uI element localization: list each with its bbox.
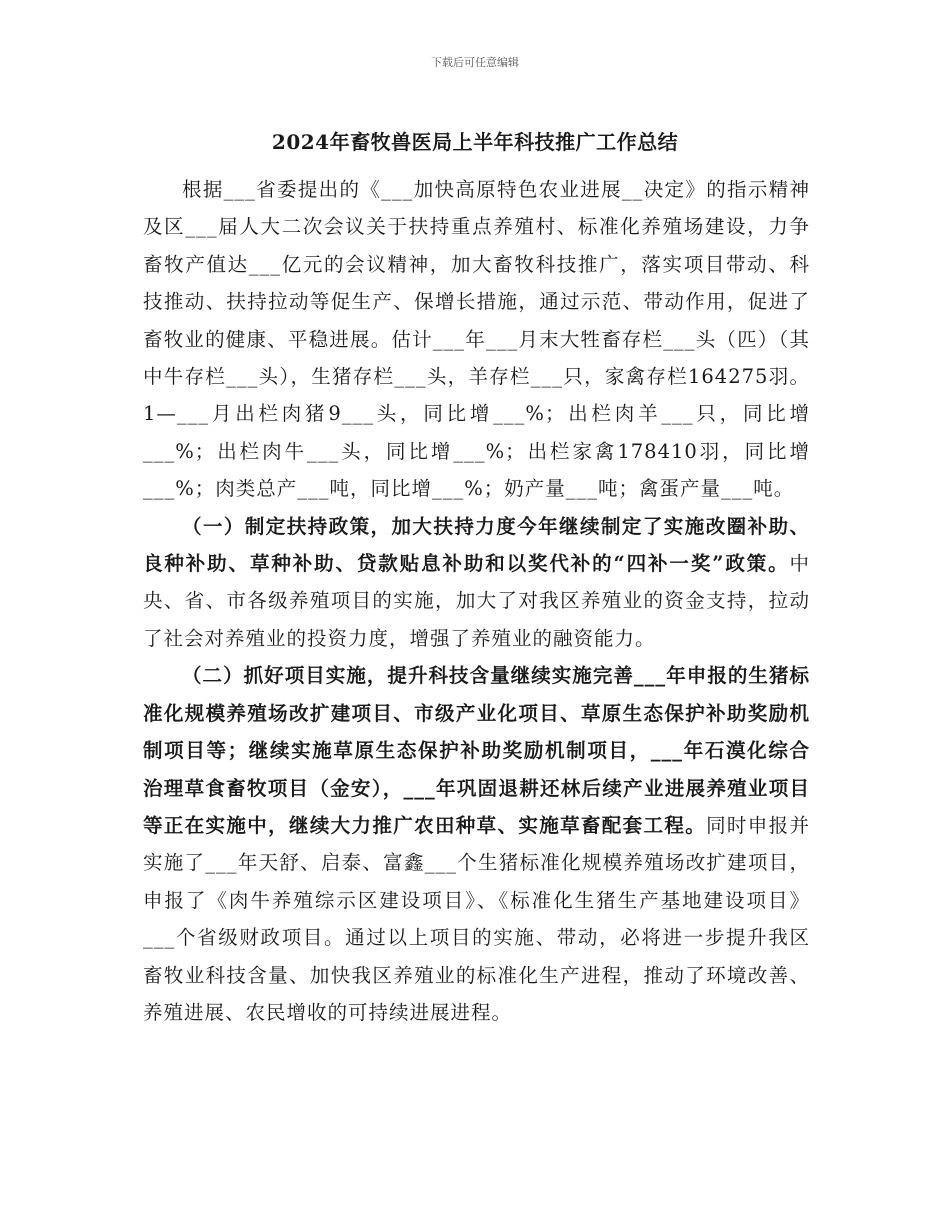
paragraph-text: 同时申报并实施了___年天舒、启泰、富鑫___个生猪标准化规模养殖场改扩建项目，申报了《肉牛养殖综示区建设项目》、《标准化生猪生产基地建设项目》___个省级财政项目。通过以上项目的实施、带动，必将进一步提升我区畜牧业科技含量、加快我区养殖业的标准化生产进程，推动了环境改善、养殖进展、农民增收的可持续进展进程。 [143, 813, 810, 1024]
paragraph-text: 中央、省、市各级养殖项目的实施，加大了对我区养殖业的资金支持，拉动了社会对养殖业的投资力度，增强了养殖业的融资能力。 [143, 552, 810, 650]
paragraph-text: 根据___省委提出的《___加快高原特色农业进展__决定》的指示精神及区___届人大二次会议关于扶持重点养殖村、标准化养殖场建设，力争畜牧产值达___亿元的会议精神，加大畜牧科技推广，落实项目带动、科技推动、扶持拉动等促生产、保增长措施，通过示范、带动作用，促进了畜牧业的健康、平稳进展。估计___年___月末大牲畜存栏___头（匹）（其中牛存栏___头），生猪存栏___头，羊存栏___只，家禽存栏164275羽。1—___月出栏肉猪9___头，同比增___%；出栏肉羊___只，同比增___%；出栏肉牛___头，同比增___%；出栏家禽178410羽，同比增___%；肉类总产___吨，同比增___%；奶产量___吨；禽蛋产量___吨。 [143, 178, 810, 501]
document-body [143, 171, 810, 1031]
paragraph-heading: （一）制定扶持政策，加大扶持力度今年继续制定了实施改圈补助、良种补助、草种补助、贷款贴息补助和以奖代补的“四补一奖”政策。 [143, 514, 810, 576]
paragraph-heading: （二）抓好项目实施，提升科技含量继续实施完善___年申报的生猪标准化规模养殖场改扩建项目、市级产业化项目、草原生态保护补助奖励机制项目等；继续实施草原生态保护补助奖励机制项目，___年石漠化综合治理草食畜牧项目（金安），___年巩固退耕还林后续产业进展养殖业项目等正在实施中，继续大力推广农田种草、实施草畜配套工程。 [143, 664, 810, 837]
paragraph-intro [143, 171, 810, 508]
document-title: 2024年畜牧兽医局上半年科技推广工作总结 [271, 130, 679, 154]
paragraph-policy [143, 508, 810, 658]
paragraph-projects [143, 657, 810, 1031]
header-note: 下载后可任意编辑 [431, 56, 519, 69]
